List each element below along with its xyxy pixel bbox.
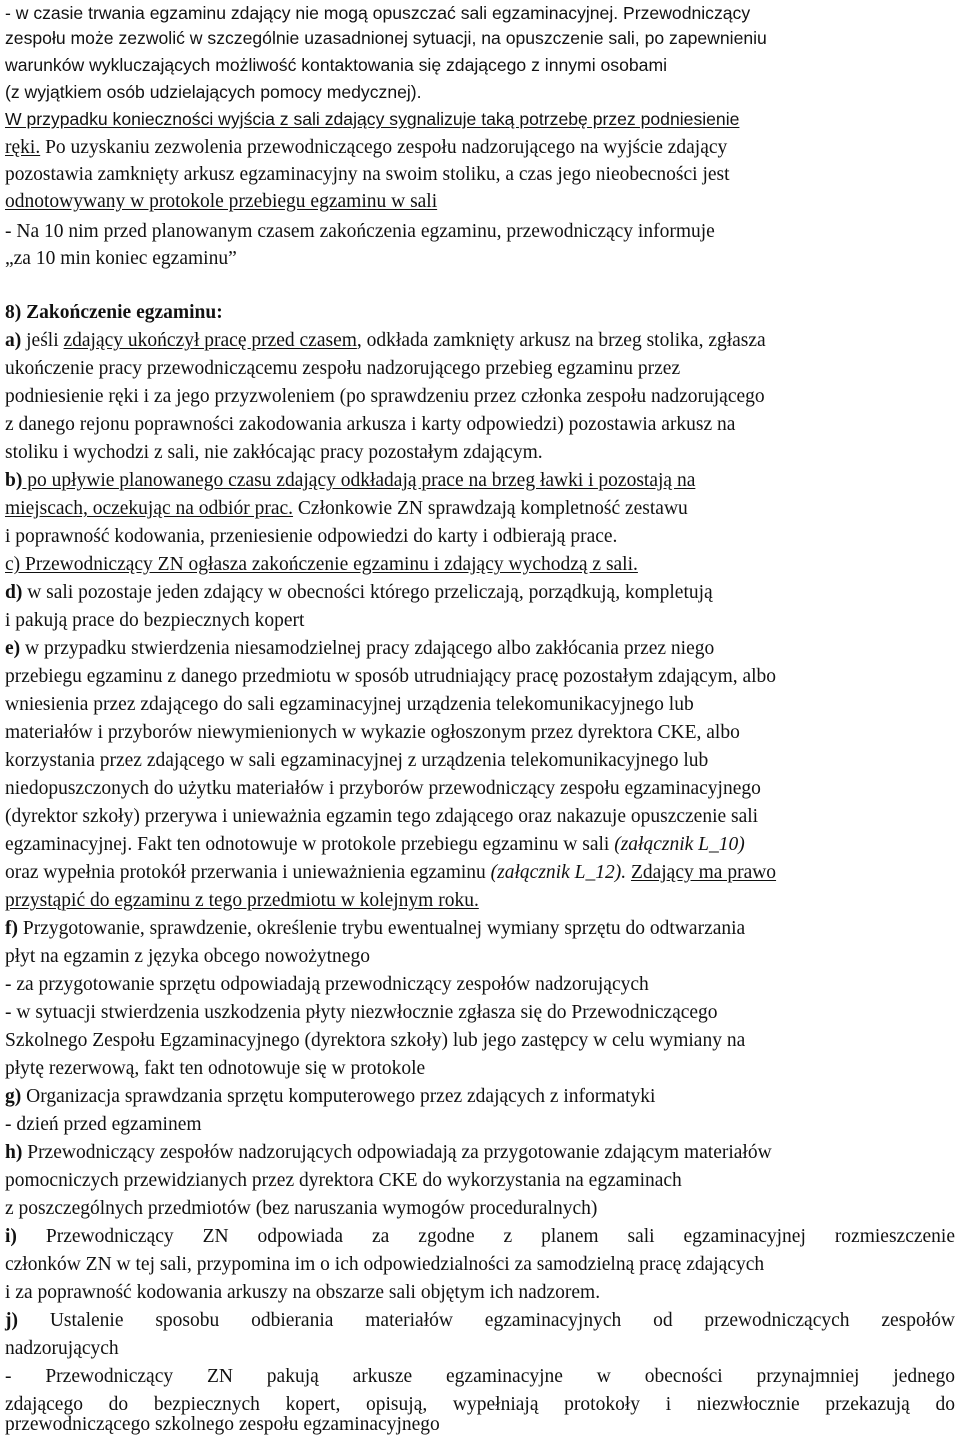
text-span: „za 10 min koniec egzaminu” [5,248,237,269]
text-span: pomocniczych przewidzianych przez dyrektora CKE do wykorzystania na egzaminach [5,1170,682,1191]
text-span: odnotowywany w protokole przebiegu egzaminu w sali [5,191,438,212]
text-span: płytę rezerwową, fakt ten odnotowuje się w protokole [5,1058,426,1079]
text-line [5,663,955,690]
text-span: korzystania przez zdającego w sali egzaminacyjnej z urządzenia telekomunikacyjnego lub [5,750,709,771]
text-span: ukończenie pracy przewodniczącemu zespołu nadzorującego przebieg egzaminu przez [5,358,681,379]
text-span: przystąpić do egzaminu z tego przedmiotu w kolejnym roku. [5,890,479,911]
text-line [5,218,955,245]
text-span: Członkowie ZN sprawdzają kompletność zestawu [293,498,688,519]
text-span: i pakują prace do bezpiecznych kopert [5,610,305,631]
text-line [5,439,955,466]
text-line [5,1139,955,1166]
text-line-underlined [5,887,955,914]
section-title: Zakończenie egzaminu: [26,302,223,323]
text-line [5,1055,955,1082]
text-span: W przypadku konieczności wyjścia z sali zdający sygnalizuje taką potrzebę przez podniesienie [5,109,740,129]
text-span: - Przewodniczący ZN pakują arkusze egzaminacyjne w obecności przynajmniej jednego [5,1366,955,1387]
text-span-underlined: ręki. [5,137,41,158]
text-span: (z wyjątkiem osób udzielających pomocy medycznej). [5,82,422,102]
item-label: g) [5,1086,22,1107]
text-line [5,691,955,718]
text-line [5,79,955,106]
text-line [5,25,955,52]
text-span: z poszczególnych przedmiotów (bez naruszania wymogów proceduralnych) [5,1198,598,1219]
text-line [5,161,955,188]
text-span: Ustalenie sposobu odbierania materiałów egzaminacyjnych od przewodniczących zespołów [18,1310,955,1331]
text-line [5,831,955,858]
text-span-underlined: miejscach, oczekując na odbiór prac. [5,498,294,519]
text-span: Przewodniczący ZN odpowiada za zgodne z planem sali egzaminacyjnej rozmieszczenie [16,1226,955,1247]
text-line [5,971,955,998]
text-span: zespołu może zezwolić w szczególnie uzasadnionej sytuacji, na opuszczenie sali, po zapewnieniu [5,28,767,48]
item-label: e) [5,638,21,659]
text-line [5,52,955,79]
text-line [5,1307,955,1334]
section-heading [5,299,955,326]
text-line [5,1335,955,1362]
text-line [5,383,955,410]
text-span: w sali pozostaje jeden zdający w obecności którego przeliczają, porządkują, kompletują [22,582,713,603]
text-line [5,467,955,494]
text-line [5,579,955,606]
text-span: przebiegu egzaminu z danego przedmiotu w sposób utrudniający pracę pozostałym zdającym, albo [5,666,777,687]
text-line [5,327,955,354]
text-span: pozostawia zamknięty arkusz egzaminacyjny na swoim stoliku, a czas jego nieobecności jest [5,164,730,185]
text-span: , odkłada zamknięty arkusz na brzeg stolika, zgłasza [356,330,766,351]
text-span: Po uzyskaniu zezwolenia przewodniczącego zespołu nadzorującego na wyjście zdający [45,137,728,158]
item-label: j) [5,1310,18,1331]
text-span: (dyrektor szkoły) przerywa i unieważnia egzamin tego zdającego oraz nakazuje opuszczenie sali [5,806,759,827]
text-span: Przewodniczący zespołów nadzorujących odpowiadają za przygotowanie zdającym materiałów [22,1142,772,1163]
text-span: Przygotowanie, sprawdzenie, określenie trybu ewentualnej wymiany sprzętu do odtwarzania [18,918,746,939]
text-span: zdającego do bezpiecznych kopert, opisują, wypełniają protokoły i niezwłocznie przekazują do [5,1394,955,1415]
text-line [5,775,955,802]
text-span: wniesienia przez zdającego do sali egzaminacyjnej urządzenia telekomunikacyjnego lub [5,694,694,715]
text-line [5,1251,955,1278]
text-span: - za przygotowanie sprzętu odpowiadają przewodniczący zespołów nadzorujących [5,974,649,995]
text-line [5,803,955,830]
text-line [5,1111,955,1138]
text-line [5,245,955,272]
text-span-italic: (załącznik L_10) [614,834,745,855]
text-line [5,1083,955,1110]
text-line [5,1223,955,1250]
item-label: h) [5,1142,23,1163]
text-line [5,915,955,942]
text-line [5,1167,955,1194]
text-line [5,943,955,970]
text-span: przewodniczącego szkolnego zespołu egzaminacyjnego [5,1414,440,1435]
item-label: i) [5,1226,17,1247]
text-span: - Na 10 nim przed planowanym czasem zakończenia egzaminu, przewodniczący informuje [5,221,715,242]
text-span: c) Przewodniczący ZN ogłasza zakończenie egzaminu i zdający wychodzą z sali. [5,554,638,575]
text-span: członków ZN w tej sali, przypomina im o ich odpowiedzialności za samodzielną pracę zdających [5,1254,765,1275]
text-span: Szkolnego Zespołu Egzaminacyjnego (dyrektora szkoły) lub jego zastępcy w celu wymiany na [5,1030,746,1051]
text-line-underlined [5,188,955,215]
text-line [5,1195,955,1222]
text-line [5,607,955,634]
text-span: i poprawność kodowania, przeniesienie odpowiedzi do karty i odbierają prace. [5,526,618,547]
text-span: z danego rejonu poprawności zakodowania arkusza i karty odpowiedzi) pozostawia arkusz na [5,414,736,435]
text-line [5,523,955,550]
text-span: Organizacja sprawdzania sprzętu komputerowego przez zdających z informatyki [21,1086,656,1107]
text-span: - dzień przed egzaminem [5,1114,202,1135]
text-span-underlined: zdający ukończył pracę przed czasem [63,330,357,351]
text-span: nadzorujących [5,1338,119,1359]
text-span: stoliku i wychodzi z sali, nie zakłócając pracy pozostałym zdającym. [5,442,543,463]
item-label: b) [5,470,23,491]
text-line [5,355,955,382]
text-span: egzaminacyjnej. Fakt ten odnotowuje w protokole przebiegu egzaminu w sali [5,834,615,855]
text-span: niedopuszczonych do użytku materiałów i przyborów przewodniczący zespołu egzaminacyjnego [5,778,761,799]
item-label: f) [5,918,18,939]
text-line [5,1279,955,1306]
text-span-underlined: po upływie planowanego czasu zdający odkładają prace na brzeg ławki i pozostają na [22,470,696,491]
text-line [5,719,955,746]
text-span: warunków wykluczających możliwość kontaktowania się zdającego z innymi osobami [5,55,668,75]
text-line [5,1411,955,1438]
text-line [5,999,955,1026]
text-line [5,859,955,886]
item-label: a) [5,330,22,351]
item-label: d) [5,582,23,603]
text-span-italic: (załącznik L_12). [490,862,627,883]
text-span: w przypadku stwierdzenia niesamodzielnej pracy zdającego albo zakłócania przez niego [20,638,715,659]
text-span: i za poprawność kodowania arkuszy na obszarze sali objętym ich nadzorem. [5,1282,601,1303]
text-line [5,495,955,522]
text-line-underlined [5,106,955,133]
text-line-underlined [5,551,955,578]
text-span: materiałów i przyborów niewymienionych w wykazie ogłoszonym przez dyrektora CKE, albo [5,722,740,743]
text-span: - w sytuacji stwierdzenia uszkodzenia płyty niezwłocznie zgłasza się do Przewodniczącego [5,1002,718,1023]
text-line [5,1027,955,1054]
text-line [5,747,955,774]
text-line [5,411,955,438]
section-number: 8) [5,302,22,323]
text-line [5,1363,955,1390]
text-span: - w czasie trwania egzaminu zdający nie mogą opuszczać sali egzaminacyjnej. Przewodniczący [5,3,751,23]
text-line [5,635,955,662]
text-span: oraz wypełnia protokół przerwania i unieważnienia egzaminu [5,862,491,883]
text-span: jeśli [21,330,64,351]
text-span: podniesienie ręki i za jego przyzwoleniem (po sprawdzeniu przez członka zespołu nadzorującego [5,386,765,407]
text-line [5,0,955,27]
text-line [5,134,955,161]
text-span-underlined: Zdający ma prawo [630,862,777,883]
text-span: płyt na egzamin z języka obcego nowożytnego [5,946,370,967]
